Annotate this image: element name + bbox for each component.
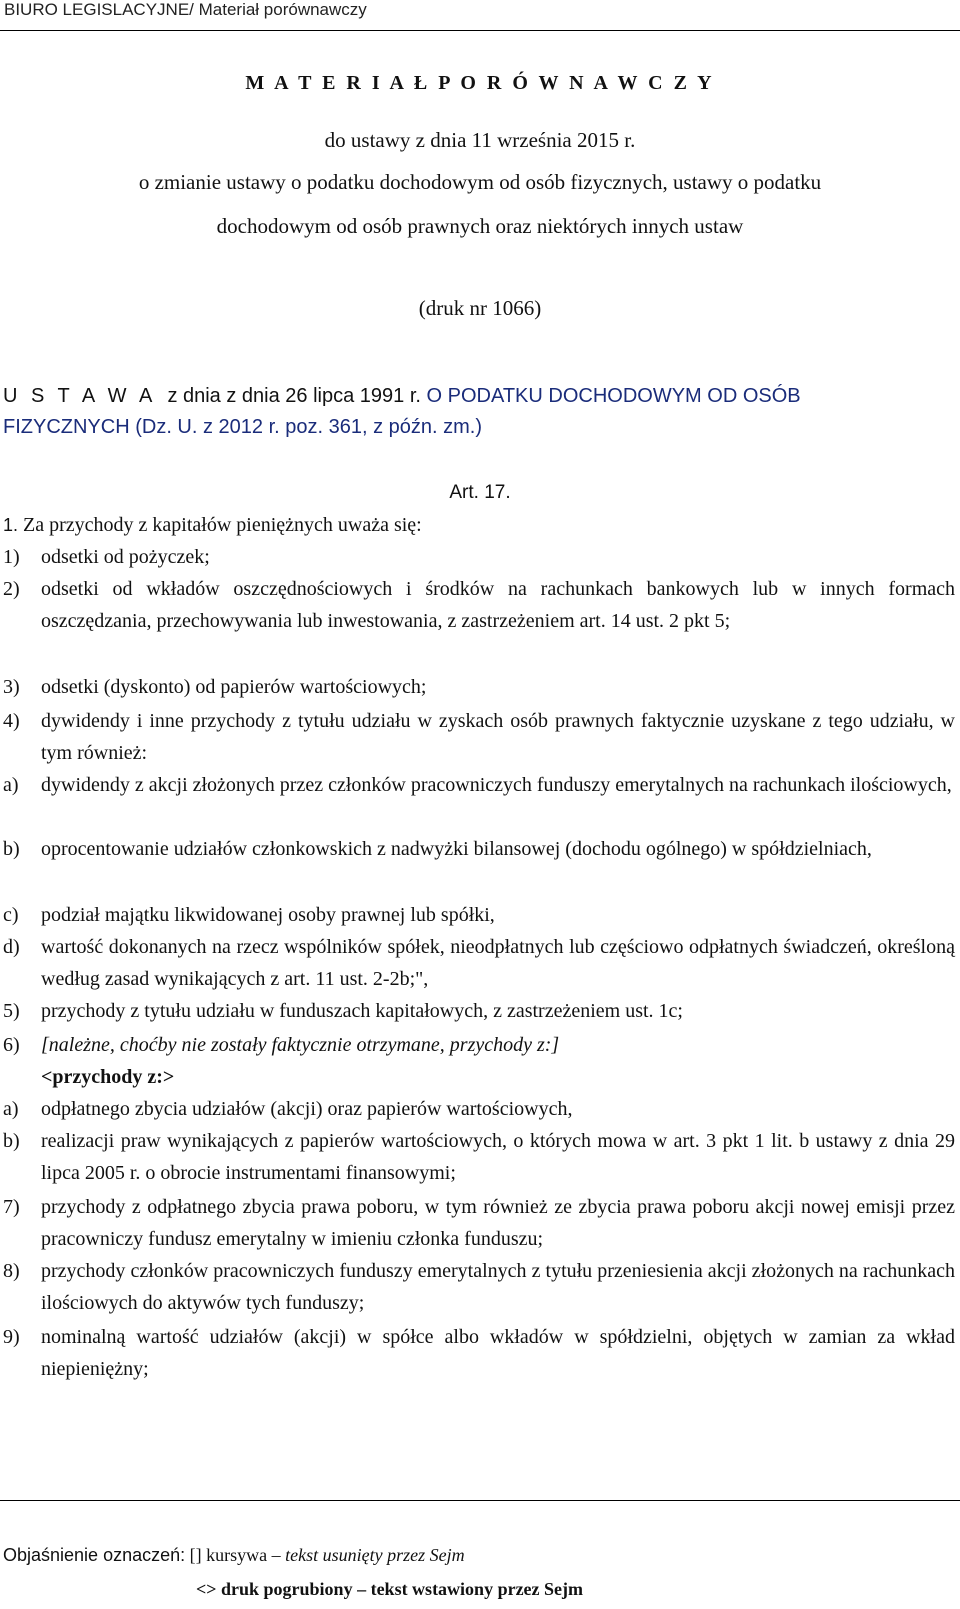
deleted-text: [należne, choćby nie zostały faktycznie otrzymane, przychody z:] bbox=[41, 1034, 560, 1056]
list-item: b) oprocentowanie udziałów członkowskich z nadwyżki bilansowej (dochodu ogólnego) w spółdzielniach, bbox=[3, 838, 872, 860]
article-intro bbox=[3, 509, 955, 541]
legend-line-2: <> druk pogrubiony – tekst wstawiony przez Sejm bbox=[196, 1579, 584, 1599]
intro-number: 1. bbox=[3, 515, 19, 535]
subtitle-line-2: o zmianie ustawy o podatku dochodowym od osób fizycznych, ustawy o podatku bbox=[138, 170, 822, 194]
list-item: 4) dywidendy i inne przychody z tytułu udziału w zyskach osób prawnych faktycznie uzyskane z tego udziału, w tym również: bbox=[3, 710, 955, 764]
list-item: b) realizacji praw wynikających z papierów wartościowych, o których mowa w art. 3 pkt 1 lit. b ustawy z dnia 29 lipca 2005 r. o obrocie instrumentami finansowymi; bbox=[3, 1130, 955, 1184]
law-name-line-1: O PODATKU DOCHODOWYM OD OSÓB bbox=[426, 385, 801, 407]
list-item: 8) przychody członków pracowniczych funduszy emerytalnych z tytułu przeniesienia akcji złożonych na rachunkach ilościowych do aktywów tych funduszy; bbox=[3, 1260, 955, 1314]
document-title: M A T E R I A Ł P O R Ó W N A W C Z Y bbox=[245, 72, 715, 94]
law-date: z dnia z dnia 26 lipca 1991 r. bbox=[167, 385, 421, 407]
list-item: a) dywidendy z akcji złożonych przez członków pracowniczych funduszy emerytalnych na rachunkach ilościowych, bbox=[3, 774, 952, 796]
list-item: a) odpłatnego zbycia udziałów (akcji) oraz papierów wartościowych, bbox=[3, 1098, 573, 1120]
list-item: 1) odsetki od pożyczek; bbox=[3, 546, 210, 568]
law-name-line-2: FIZYCZNYCH (Dz. U. z 2012 r. poz. 361, z późn. zm.) bbox=[3, 416, 483, 438]
list-item: 6) [należne, choćby nie zostały faktycznie otrzymane, przychody z:] bbox=[3, 1034, 560, 1056]
list-item: 9) nominalną wartość udziałów (akcji) w spółce albo wkładów w spółdzielni, objętych w zamian za wkład niepieniężny; bbox=[3, 1326, 955, 1380]
list-item: c) podział majątku likwidowanej osoby prawnej lub spółki, bbox=[3, 904, 495, 926]
footer-divider bbox=[0, 1500, 960, 1501]
list-item: d) wartość dokonanych na rzecz wspólników spółek, nieodpłatnych lub częściowo odpłatnych świadczeń, określoną według zasad wynikających z art. 11 ust. 2-2b;", bbox=[3, 936, 955, 990]
document-header-label: BIURO LEGISLACYJNE/ Materiał porównawczy bbox=[4, 0, 367, 19]
list-item bbox=[3, 1061, 955, 1093]
list-item: 7) przychody z odpłatnego zbycia prawa poboru, w tym również ze zbycia prawa poboru akcji nowej emisji przez pracowniczy fundusz emerytalny w imieniu członka funduszu; bbox=[3, 1196, 955, 1250]
law-title bbox=[3, 381, 953, 443]
list-item: 3) odsetki (dyskonto) od papierów wartościowych; bbox=[3, 676, 427, 698]
legend-deleted-desc: tekst usunięty przez Sejm bbox=[285, 1545, 465, 1565]
legend-label: Objaśnienie oznaczeń: bbox=[3, 1545, 186, 1565]
header-divider bbox=[0, 30, 960, 31]
list-item: 2) odsetki od wkładów oszczędnościowych i środków na rachunkach bankowych lub w innych formach oszczędzania, przechowywania lub inwestowania, z zastrzeżeniem art. 14 ust. 2 pkt 5; bbox=[3, 578, 955, 632]
druk-number: (druk nr 1066) bbox=[418, 296, 542, 320]
legend-line-1 bbox=[3, 1545, 465, 1566]
article-heading: Art. 17. bbox=[449, 482, 511, 503]
legend-deleted-marker: [] kursywa – bbox=[189, 1545, 281, 1565]
list-item: 5) przychody z tytułu udziału w funduszach kapitałowych, z zastrzeżeniem ust. 1c; bbox=[3, 1000, 683, 1022]
law-prefix: U S T A W A bbox=[3, 385, 157, 407]
inserted-text: <przychody z:> bbox=[41, 1066, 175, 1088]
intro-text: Za przychody z kapitałów pieniężnych uważa się: bbox=[23, 514, 422, 536]
subtitle-line-1: do ustawy z dnia 11 września 2015 r. bbox=[324, 128, 636, 152]
subtitle-line-3: dochodowym od osób prawnych oraz niektórych innych ustaw bbox=[216, 214, 744, 238]
